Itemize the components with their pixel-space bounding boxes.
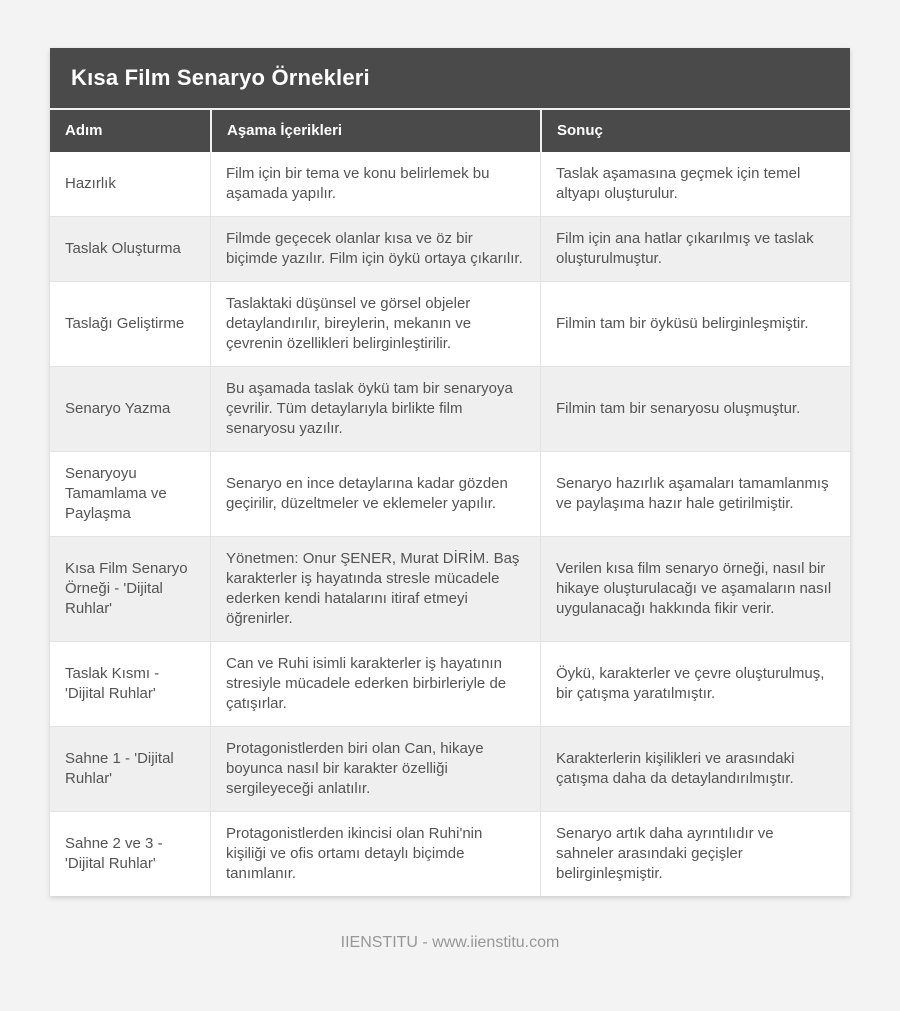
step-cell [50,367,210,451]
table-row [50,366,850,451]
table-row [50,152,850,216]
footer-credit: IIENSTITU - www.iienstitu.com [340,934,560,951]
result-cell [540,282,850,366]
result-text: Verilen kısa film senaryo örneği, nasıl bir hikaye oluşturulacağı ve aşamaların nasıl uygulanacağı hakkında fikir verir. [556,560,832,617]
column-header-content: Aşama İçerikleri [210,110,540,152]
result-cell [540,152,850,216]
result-text: Öykü, karakterler ve çevre oluşturulmuş, bir çatışma yaratılmıştır. [556,665,825,702]
step-cell [50,282,210,366]
table-row [50,726,850,811]
result-text: Filmin tam bir öyküsü belirginleşmiştir. [556,315,809,332]
table-body [50,152,850,896]
content-text: Filmde geçecek olanlar kısa ve öz bir biçimde yazılır. Film için öykü ortaya çıkarılır. [226,230,523,267]
table-row [50,641,850,726]
content-text: Senaryo en ince detaylarına kadar gözden geçirilir, düzeltmeler ve eklemeler yapılır. [226,475,508,512]
scenario-table-card [50,48,850,896]
content-cell [210,367,540,451]
result-cell [540,367,850,451]
table-header-row [50,110,850,152]
step-cell [50,217,210,281]
result-text: Taslak aşamasına geçmek için temel altyapı oluşturulur. [556,165,801,202]
content-cell [210,642,540,726]
result-text: Senaryo hazırlık aşamaları tamamlanmış ve paylaşıma hazır hale getirilmiştir. [556,475,829,512]
step-text: Sahne 2 ve 3 - 'Dijital Ruhlar' [65,835,163,872]
table-row [50,451,850,536]
content-cell [210,537,540,641]
step-text: Senaryoyu Tamamlama ve Paylaşma [65,465,167,522]
result-cell [540,452,850,536]
result-text: Senaryo artık daha ayrıntılıdır ve sahneler arasındaki geçişler belirginleşmiştir. [556,825,774,882]
content-cell [210,727,540,811]
step-cell [50,152,210,216]
step-cell [50,727,210,811]
content-cell [210,217,540,281]
step-cell [50,452,210,536]
step-text: Sahne 1 - 'Dijital Ruhlar' [65,750,174,787]
result-cell [540,217,850,281]
content-text: Protagonistlerden ikincisi olan Ruhi'nin kişiliği ve ofis ortamı detaylı biçimde tanımlanır. [226,825,483,882]
result-cell [540,727,850,811]
result-cell [540,537,850,641]
content-text: Taslaktaki düşünsel ve görsel objeler detaylandırılır, bireylerin, mekanın ve çevrenin özellikleri belirginleştirilir. [226,295,472,352]
table-row [50,811,850,896]
step-text: Kısa Film Senaryo Örneği - 'Dijital Ruhlar' [65,560,188,617]
content-cell [210,812,540,896]
step-cell [50,642,210,726]
content-cell [210,152,540,216]
content-cell [210,282,540,366]
table-row [50,281,850,366]
step-cell [50,812,210,896]
column-header-result: Sonuç [540,110,850,152]
step-text: Senaryo Yazma [65,400,171,417]
content-text: Bu aşamada taslak öykü tam bir senaryoya çevrilir. Tüm detaylarıyla birlikte film senaryosu yazılır. [226,380,513,437]
content-text: Yönetmen: Onur ŞENER, Murat DİRİM. Baş karakterler iş hayatında stresle mücadele ederken kendi hatalarını itiraf etmeyi öğrenirler. [226,550,520,627]
table-row [50,216,850,281]
content-cell [210,452,540,536]
result-cell [540,642,850,726]
result-text: Film için ana hatlar çıkarılmış ve taslak oluşturulmuştur. [556,230,814,267]
content-text: Protagonistlerden biri olan Can, hikaye boyunca nasıl bir karakter özelliği sergileyeceği anlatılır. [226,740,484,797]
step-text: Taslak Oluşturma [65,240,181,257]
page-title: Kısa Film Senaryo Örnekleri [50,48,850,108]
content-text: Can ve Ruhi isimli karakterler iş hayatının stresiyle mücadele ederken birbirleriyle de çatışırlar. [226,655,507,712]
table-row [50,536,850,641]
step-text: Hazırlık [65,175,116,192]
step-text: Taslağı Geliştirme [65,315,185,332]
result-cell [540,812,850,896]
result-text: Karakterlerin kişilikleri ve arasındaki çatışma daha da detaylandırılmıştır. [556,750,795,787]
result-text: Filmin tam bir senaryosu oluşmuştur. [556,400,801,417]
step-text: Taslak Kısmı - 'Dijital Ruhlar' [65,665,160,702]
content-text: Film için bir tema ve konu belirlemek bu aşamada yapılır. [226,165,490,202]
column-header-step: Adım [65,122,103,139]
step-cell [50,537,210,641]
